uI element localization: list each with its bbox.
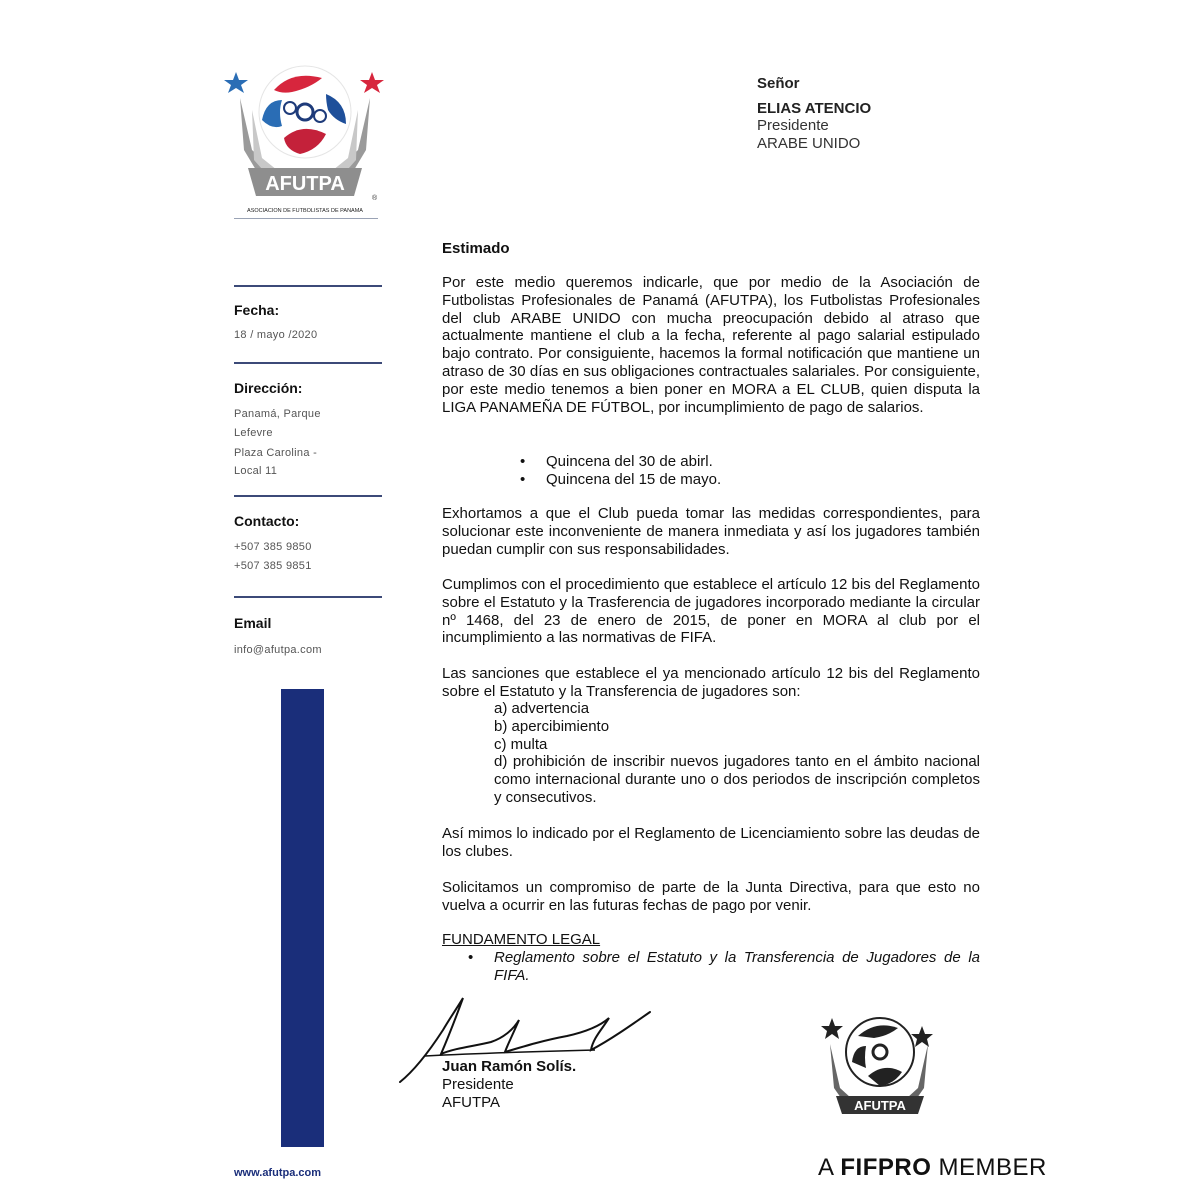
afutpa-logo: [222, 50, 388, 222]
paragraph-1: Por este medio queremos indicarle, que por medio de la Asociación de Futbolistas Profesionales de Panamá (AFUTPA), los Futbolistas Profesionales del club ARABE UNIDO con mucha preocupación debido al atraso que actualmente mantiene el club a la fecha, referente al pago salarial estipulado bajo contrato. Por consiguiente, hacemos la formal notificación que mantiene un atraso de 30 días en sus obligaciones contractuales salariales. Por consiguiente, por este medio tenemos a bien poner en MORA a EL CLUB, quien disputa la LIGA PANAMEÑA DE FÚTBOL, por incumplimiento de pago de salarios.: [442, 274, 980, 416]
recipient-club: ARABE UNIDO: [757, 135, 861, 152]
contacto-label: Contacto:: [234, 513, 300, 529]
direccion-line: Local 11: [234, 465, 278, 477]
phone-number: +507 385 9851: [234, 560, 312, 572]
fifpro-member-badge: A FIFPRO MEMBER: [818, 1154, 1047, 1181]
paragraph-6: Solicitamos un compromiso de parte de la Junta Directiva, para que esto no vuelva a ocurrir en las futuras fechas de pago por venir.: [442, 879, 980, 914]
list-item: b) apercibimiento: [494, 717, 610, 735]
sidebar-divider: [234, 495, 382, 497]
phone-number: +507 385 9850: [234, 541, 312, 553]
list-item: c) multa: [494, 735, 548, 753]
fecha-label: Fecha:: [234, 302, 280, 318]
list-item: a) advertencia: [494, 700, 590, 717]
sanctions-list: [494, 700, 980, 807]
paragraph-5: Así mimos lo indicado por el Reglamento de Licenciamiento sobre las deudas de los clubes.: [442, 825, 980, 860]
afutpa-stamp: [810, 1000, 950, 1130]
logo-text: AFUTPA: [265, 173, 345, 195]
sidebar-divider: [234, 285, 382, 287]
direccion-line: Plaza Carolina -: [234, 447, 318, 459]
paragraph-4: Las sanciones que establece el ya mencionado artículo 12 bis del Reglamento sobre el Estatuto y la Transferencia de jugadores son:: [442, 665, 980, 700]
fecha-value: 18 / mayo /2020: [234, 329, 318, 341]
direccion-line: Lefevre: [234, 427, 273, 439]
bullet-icon: •: [468, 949, 474, 966]
greeting: Estimado: [442, 240, 510, 257]
payment-periods-list: [520, 453, 721, 488]
recipient-name: ELIAS ATENCIO: [757, 100, 872, 117]
list-item: • Quincena del 15 de mayo.: [520, 471, 721, 489]
logo-subtitle: ASOCIACION DE FUTBOLISTAS DE PANAMA: [247, 208, 363, 214]
svg-text:AFUTPA: AFUTPA: [854, 1098, 906, 1113]
svg-text:®: ®: [372, 195, 378, 202]
legal-basis-title: FUNDAMENTO LEGAL: [442, 931, 601, 948]
email-value[interactable]: info@afutpa.com: [234, 644, 322, 656]
legal-basis-item: • Reglamento sobre el Estatuto y la Transferencia de Jugadores de la FIFA.: [468, 949, 980, 984]
signer-org: AFUTPA: [442, 1094, 501, 1111]
list-item: d) prohibición de inscribir nuevos jugadores tanto en el ámbito nacional como internacional durante uno o dos periodos de inscripción completos y consecutivos.: [494, 753, 980, 806]
list-item: • Quincena del 30 de abirl.: [520, 453, 721, 471]
logo-underline: [234, 218, 378, 219]
email-label: Email: [234, 615, 272, 631]
handwritten-signature: [395, 990, 655, 1090]
paragraph-2: Exhortamos a que el Club pueda tomar las medidas correspondientes, para solucionar este inconveniente de manera inmediata y así los jugadores también puedan cumplir con sus responsabilidades.: [442, 505, 980, 558]
sidebar-divider: [234, 362, 382, 364]
direccion-line: Panamá, Parque: [234, 408, 321, 420]
direccion-label: Dirección:: [234, 380, 303, 396]
recipient-title: Presidente: [757, 117, 829, 134]
sidebar-divider: [234, 596, 382, 598]
paragraph-3: Cumplimos con el procedimiento que establece el artículo 12 bis del Reglamento sobre el Estatuto y la Trasferencia de jugadores incorporado mediante la circular nº 1468, del 23 de enero de 2015, de poner en MORA al club por el incumplimiento a las normativas de FIFA.: [442, 576, 980, 647]
signer-name: Juan Ramón Solís.: [442, 1058, 577, 1075]
website-link[interactable]: www.afutpa.com: [234, 1167, 321, 1179]
signer-role: Presidente: [442, 1076, 514, 1093]
recipient-salutation: Señor: [757, 75, 800, 92]
decorative-blue-bar: [281, 689, 324, 1147]
